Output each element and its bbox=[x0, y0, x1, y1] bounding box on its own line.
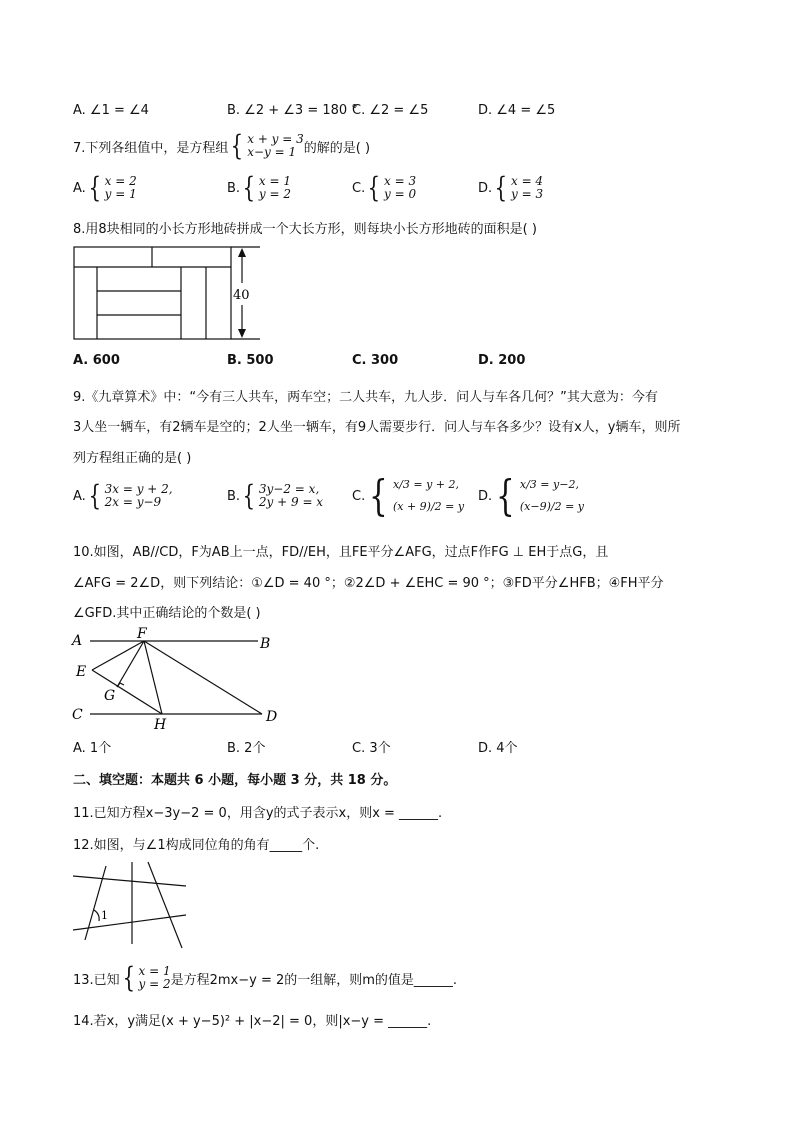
q8-option-a: A. 600 bbox=[73, 353, 120, 368]
q7-option-b: B. { x = 1 y = 2 bbox=[227, 171, 291, 204]
q10-option-d: D. 4个 bbox=[478, 741, 518, 756]
option-row: (x + 9)/2 = y bbox=[392, 500, 465, 513]
q13-suffix: 是方程2mx−y = 2的一组解，则m的值是______. bbox=[170, 972, 458, 988]
option-row: 2x = y−9 bbox=[104, 495, 162, 509]
option-row: 3y−2 = x, bbox=[258, 482, 320, 496]
q8-option-b: B. 500 bbox=[227, 353, 274, 368]
q10-line3: ∠GFD.其中正确结论的个数是( ) bbox=[73, 606, 261, 621]
q9-option-d: D. { x/3 = y−2, (x−9)/2 = y bbox=[478, 471, 585, 520]
option-label: D. bbox=[478, 180, 493, 196]
q11-stem: 11.已知方程x−3y−2 = 0，用含y的式子表示x，则x = ______. bbox=[73, 806, 443, 821]
q7-option-a: A. { x = 2 y = 1 bbox=[73, 171, 137, 204]
q6-option-c: C. ∠2 = ∠5 bbox=[352, 103, 429, 118]
option-row: (x−9)/2 = y bbox=[519, 500, 585, 513]
q7-system: { x + y = 3 x−y = 1 bbox=[231, 129, 304, 162]
q8-stem: 8.用8块相同的小长方形地砖拼成一个大长方形，则每块小长方形地砖的面积是( ) bbox=[73, 222, 537, 237]
option-row: x/3 = y−2, bbox=[519, 478, 579, 491]
q7-option-c: C. { x = 3 y = 0 bbox=[352, 171, 417, 204]
option-row: y = 3 bbox=[510, 187, 544, 201]
q9-option-c: C. { x/3 = y + 2, (x + 9)/2 = y bbox=[352, 471, 465, 520]
option-row: x/3 = y + 2, bbox=[392, 478, 459, 491]
option-label: B. bbox=[227, 180, 241, 196]
option-row: 3x = y + 2, bbox=[104, 482, 173, 496]
q9-line1: 9.《九章算术》中：“今有三人共车，两车空；二人共车，九人步．问人与车各几何？”其大意为：今有 bbox=[73, 390, 658, 405]
q13-stem: 13.已知 { x = 1 y = 2 是方程2mx−y = 2的一组解，则m的值是______. bbox=[73, 961, 458, 994]
q8-option-d: D. 200 bbox=[478, 353, 526, 368]
option-row: x = 4 bbox=[510, 174, 544, 188]
q13-row: y = 2 bbox=[138, 977, 171, 991]
option-row: y = 2 bbox=[258, 187, 291, 201]
q12-lines-figure bbox=[70, 858, 190, 950]
q7-eq1: x + y = 3 bbox=[247, 132, 304, 146]
option-label: C. bbox=[352, 488, 366, 504]
q10-line1: 10.如图，AB//CD，F为AB上一点，FD//EH，且FE平分∠AFG，过点F作FG ⊥ EH于点G，且 bbox=[73, 545, 609, 560]
label-b: B bbox=[260, 636, 271, 652]
label-h: H bbox=[154, 717, 167, 733]
label-c: C bbox=[72, 707, 83, 723]
q6-option-d: D. ∠4 = ∠5 bbox=[478, 103, 556, 118]
q7-prefix: 7.下列各组值中，是方程组 bbox=[73, 140, 229, 156]
q8-figure-label: 40 bbox=[233, 288, 250, 303]
q9-option-b: B. { 3y−2 = x, 2y + 9 = x bbox=[227, 479, 324, 512]
q10-line2: ∠AFG = 2∠D，则下列结论：①∠D = 40 °；②2∠D + ∠EHC = 90 °；③FD平分∠HFB；④FH平分 bbox=[73, 576, 664, 591]
section-heading: 二、填空题：本题共 6 小题，每小题 3 分，共 18 分。 bbox=[73, 773, 397, 788]
label-g: G bbox=[104, 688, 116, 704]
q9-line3: 列方程组正确的是( ) bbox=[73, 451, 192, 466]
option-label: C. bbox=[352, 180, 366, 196]
q14-stem: 14.若x，y满足(x + y−5)² + |x−2| = 0，则|x−y = ______. bbox=[73, 1014, 432, 1029]
q12-angle-label: 1 bbox=[101, 909, 108, 922]
option-row: x = 1 bbox=[258, 174, 291, 188]
label-a: A bbox=[72, 633, 83, 649]
option-label: B. bbox=[227, 488, 241, 504]
option-label: A. bbox=[73, 488, 86, 504]
label-f: F bbox=[137, 626, 147, 642]
q12-stem: 12.如图，与∠1构成同位角的角有_____个. bbox=[73, 838, 320, 853]
option-row: x = 2 bbox=[104, 174, 137, 188]
q7-option-d: D. { x = 4 y = 3 bbox=[478, 171, 544, 204]
q7-suffix: 的解的是( ) bbox=[303, 140, 371, 156]
option-row: x = 3 bbox=[384, 174, 417, 188]
q9-option-a: A. { 3x = y + 2, 2x = y−9 bbox=[73, 479, 173, 512]
option-row: y = 0 bbox=[384, 187, 417, 201]
q6-option-b: B. ∠2 + ∠3 = 180 ° bbox=[227, 103, 358, 118]
label-d: D bbox=[266, 709, 278, 725]
label-e: E bbox=[76, 664, 87, 680]
q10-option-a: A. 1个 bbox=[73, 741, 112, 756]
q9-line2: 3人坐一辆车，有2辆车是空的；2人坐一辆车，有9人需要步行．问人与车各多少？设有x人，y辆车，则所 bbox=[73, 420, 681, 435]
q10-geometry-figure bbox=[70, 622, 290, 734]
q10-option-b: B. 2个 bbox=[227, 741, 266, 756]
q13-row: x = 1 bbox=[138, 964, 171, 978]
option-label: D. bbox=[478, 488, 493, 504]
q8-tile-figure bbox=[70, 243, 270, 343]
option-row: 2y + 9 = x bbox=[258, 495, 324, 509]
q6-option-a: A. ∠1 = ∠4 bbox=[73, 103, 149, 118]
option-label: A. bbox=[73, 180, 86, 196]
q10-option-c: C. 3个 bbox=[352, 741, 391, 756]
q7-stem bbox=[73, 129, 371, 162]
q7-eq2: x−y = 1 bbox=[247, 145, 297, 159]
option-row: y = 1 bbox=[104, 187, 137, 201]
q13-prefix: 13.已知 bbox=[73, 972, 120, 988]
q8-option-c: C. 300 bbox=[352, 353, 399, 368]
